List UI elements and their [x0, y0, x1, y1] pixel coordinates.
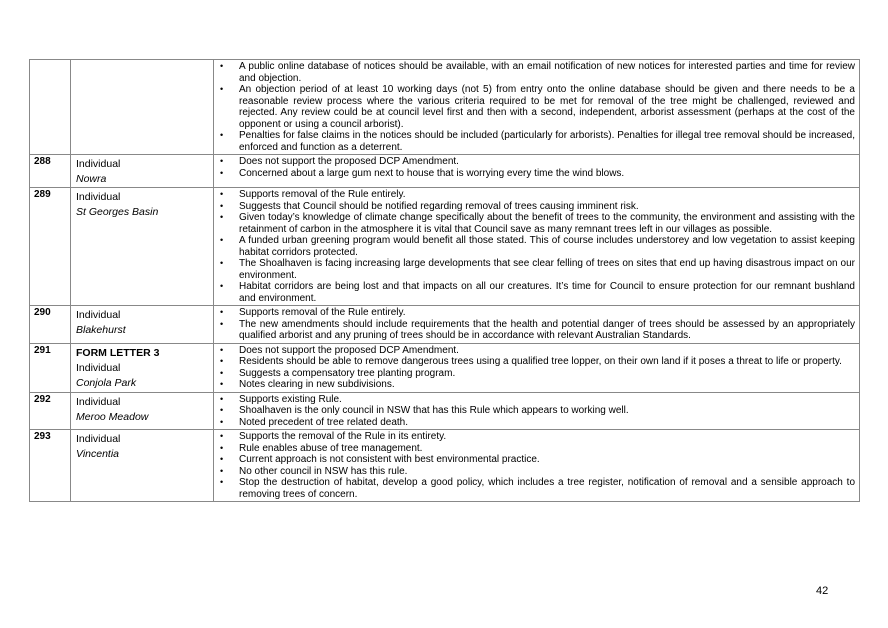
submitter-cell: [71, 155, 214, 188]
comment-item: • Does not support the proposed DCP Amendment.: [214, 345, 855, 357]
submitter-location: Nowra: [76, 173, 107, 185]
comment-item: • Habitat corridors are being lost and that impacts on all our creatures. It’s time for Council to ensure protection for our remnant bushland and environment.: [214, 281, 855, 304]
comments-cell: [214, 60, 860, 155]
submitter-location: Conjola Park: [76, 376, 137, 389]
comment-item: • Supports existing Rule.: [214, 394, 855, 406]
comment-item: • Does not support the proposed DCP Amendment.: [214, 156, 855, 168]
comment-item: • Current approach is not consistent with best environmental practice.: [214, 454, 855, 466]
table-row: [30, 430, 860, 502]
comment-item: • An objection period of at least 10 working days (not 5) from entry onto the online database should be given and there needs to be a reasonable review process where the various criteria required to be met for removal of the tree might be challenged, reviewed and rejected. Any review could be at council level first and then with a second, independent, arborist assessment (perhaps at the cost of the opponent or using a council arborist).: [214, 84, 855, 130]
submission-number: 288: [30, 155, 71, 188]
table-row: [30, 306, 860, 344]
submitter-location: Vincentia: [76, 448, 120, 460]
comment-list: [214, 394, 855, 429]
comment-list: [214, 307, 855, 342]
submitter-cell: [71, 430, 214, 502]
comments-cell: [214, 306, 860, 344]
comments-cell: [214, 430, 860, 502]
comment-item: • Shoalhaven is the only council in NSW that has this Rule which appears to working well.: [214, 405, 855, 417]
table-row: [30, 155, 860, 188]
comment-item: • The new amendments should include requirements that the health and potential danger of trees should be assessed by an appropriately qualified arborist and any pruning of trees should be in accordance with relevant Australian Standards.: [214, 319, 855, 342]
submitter-location: St Georges Basin: [76, 206, 159, 218]
comment-list: [214, 61, 855, 153]
comment-item: • Supports removal of the Rule entirely.: [214, 189, 855, 201]
comment-item: • Notes clearing in new subdivisions.: [214, 379, 855, 391]
comment-item: • Suggests a compensatory tree planting program.: [214, 368, 855, 380]
page-number: 42: [816, 585, 829, 597]
submissions-body: [30, 60, 860, 502]
comment-item: • Given today’s knowledge of climate change specifically about the benefit of trees to the community, the environment and assisting with the retainment of carbon in the atmosphere it is vital that Council save as many remnant trees left in our villages as possible.: [214, 212, 855, 235]
comment-list: [214, 189, 855, 304]
comment-item: • Penalties for false claims in the notices should be included (particularly for arborists). Penalties for illegal tree removal should be increased, enforced and function as a deterrent.: [214, 130, 855, 153]
comment-item: • Rule enables abuse of tree management.: [214, 443, 855, 455]
submission-number: [30, 60, 71, 155]
submitter-cell: [71, 392, 214, 430]
comment-item: • Supports removal of the Rule entirely.: [214, 307, 855, 319]
comment-item: • The Shoalhaven is facing increasing large developments that see clear felling of trees on sites that end up having disastrous impact on our environment.: [214, 258, 855, 281]
comment-item: • No other council in NSW has this rule.: [214, 466, 855, 478]
comments-cell: [214, 188, 860, 306]
submission-number: 292: [30, 392, 71, 430]
comments-cell: [214, 392, 860, 430]
submitter-type: Individual: [76, 395, 121, 408]
comment-item: • Suggests that Council should be notified regarding removal of trees causing imminent risk.: [214, 201, 855, 213]
submission-number: 293: [30, 430, 71, 502]
submitter-cell: [71, 60, 214, 155]
submission-number: 290: [30, 306, 71, 344]
comment-item: • Residents should be able to remove dangerous trees using a qualified tree lopper, on their own land if it poses a threat to life or property.: [214, 356, 855, 368]
comments-cell: [214, 155, 860, 188]
submitter-cell: [71, 343, 214, 392]
comment-item: • A funded urban greening program would benefit all those stated. This of course includes understorey and low vegetation to assist keeping habitat corridors protected.: [214, 235, 855, 258]
table-row: [30, 60, 860, 155]
comment-item: • A public online database of notices should be available, with an email notification of new notices for interested parties and time for review and objection.: [214, 61, 855, 84]
submitter-type: Individual: [76, 309, 121, 321]
submitter-type: Individual: [76, 191, 121, 203]
submitter-type: Individual: [76, 361, 121, 374]
submissions-table: [29, 59, 860, 502]
table-row: [30, 343, 860, 392]
comment-item: • Stop the destruction of habitat, develop a good policy, which includes a tree register, notification of removal and a sensible approach to removing trees of concern.: [214, 477, 855, 500]
comment-list: [214, 431, 855, 500]
table-row: [30, 392, 860, 430]
submitter-label: FORM LETTER 3: [76, 346, 160, 359]
submission-number: 291: [30, 343, 71, 392]
submitter-cell: [71, 306, 214, 344]
comments-cell: [214, 343, 860, 392]
submitter-location: Blakehurst: [76, 324, 126, 336]
submitter-cell: [71, 188, 214, 306]
submitter-type: Individual: [76, 433, 121, 445]
submitter-location: Meroo Meadow: [76, 410, 149, 423]
table-row: [30, 188, 860, 306]
comment-item: • Noted precedent of tree related death.: [214, 417, 855, 429]
comment-item: • Supports the removal of the Rule in its entirety.: [214, 431, 855, 443]
comment-list: [214, 345, 855, 391]
submitter-type: Individual: [76, 158, 121, 170]
submission-number: 289: [30, 188, 71, 306]
comment-item: • Concerned about a large gum next to house that is worrying every time the wind blows.: [214, 168, 855, 180]
comment-list: [214, 156, 855, 179]
